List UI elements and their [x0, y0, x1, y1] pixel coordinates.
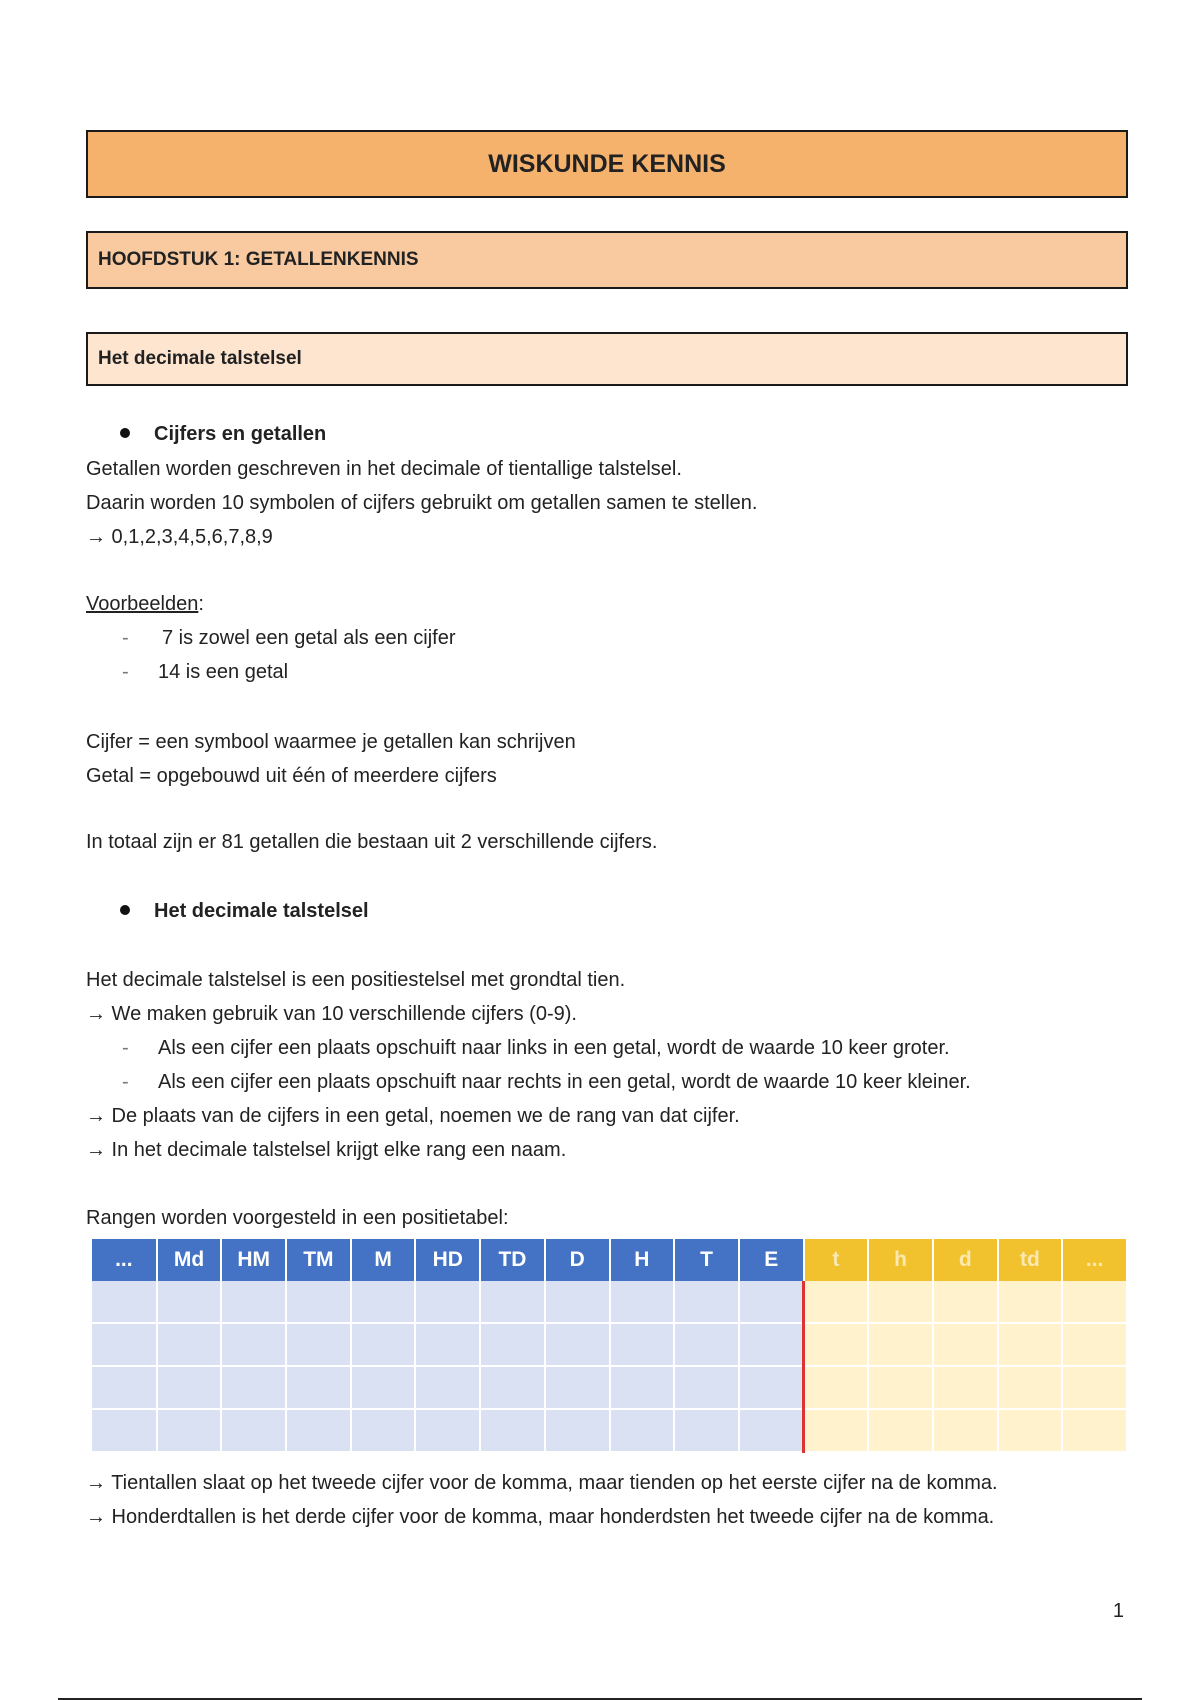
header-cell: H: [610, 1239, 675, 1281]
sub-text: Als een cijfer een plaats opschuift naar links in een getal, wordt de waarde 10 keer groter.: [158, 1037, 950, 1059]
header-cell: HM: [221, 1239, 286, 1281]
table-cell: [998, 1323, 1063, 1366]
table-cell: [221, 1323, 286, 1366]
table-cell: [933, 1323, 998, 1366]
table-cell: [157, 1366, 222, 1409]
paragraph: → De plaats van de cijfers in een getal, noemen we de rang van dat cijfer.: [86, 1105, 740, 1127]
table-cell: [480, 1366, 545, 1409]
table-cell: [92, 1366, 157, 1409]
examples-heading: [86, 591, 204, 617]
table-cell: [415, 1366, 480, 1409]
paragraph: Het decimale talstelsel is een positiestelsel met grondtal tien.: [86, 969, 626, 991]
table-cell: [286, 1409, 351, 1452]
table-cell: [92, 1409, 157, 1452]
paragraph-total: In totaal zijn er 81 getallen die bestaan uit 2 verschillende cijfers.: [86, 831, 658, 853]
table-cell: [92, 1323, 157, 1366]
note: → Tientallen slaat op het tweede cijfer voor de komma, maar tienden op het eerste cijfer na de komma.: [86, 1472, 998, 1494]
dash-marker: -: [122, 1071, 129, 1093]
table-cell: [674, 1366, 739, 1409]
header-cell: TD: [480, 1239, 545, 1281]
table-cell: [415, 1323, 480, 1366]
table-cell: [1062, 1366, 1127, 1409]
table-cell: [545, 1409, 610, 1452]
table-cell: [804, 1409, 869, 1452]
definition-getal: Getal = opgebouwd uit één of meerdere cijfers: [86, 765, 497, 787]
table-cell: [415, 1409, 480, 1452]
table-cell: [868, 1323, 933, 1366]
paragraph: → We maken gebruik van 10 verschillende cijfers (0-9).: [86, 1003, 577, 1025]
table-cell: [157, 1281, 222, 1323]
table-cell: [998, 1281, 1063, 1323]
table-cell: [610, 1323, 675, 1366]
table-cell: [868, 1366, 933, 1409]
table-cell: [545, 1281, 610, 1323]
table-cell: [1062, 1409, 1127, 1452]
table-row: [92, 1281, 1127, 1323]
header-cell: HD: [415, 1239, 480, 1281]
header-cell: t: [804, 1239, 869, 1281]
table-cell: [804, 1366, 869, 1409]
bullet-cijfers-en-getallen: [120, 421, 326, 447]
table-cell: [157, 1409, 222, 1452]
bullet-decimale-talstelsel: [120, 898, 369, 924]
section-heading: Het decimale talstelsel: [86, 332, 1128, 386]
table-cell: [415, 1281, 480, 1323]
header-cell: ...: [92, 1239, 157, 1281]
table-cell: [933, 1281, 998, 1323]
table-cell: [545, 1366, 610, 1409]
table-cell: [674, 1409, 739, 1452]
table-row: [92, 1366, 1127, 1409]
table-cell: [674, 1323, 739, 1366]
sub-item: [122, 1069, 971, 1095]
table-cell: [868, 1409, 933, 1452]
table-cell: [933, 1366, 998, 1409]
table-cell: [933, 1409, 998, 1452]
table-row: [92, 1323, 1127, 1366]
table-cell: [351, 1323, 416, 1366]
table-cell: [351, 1409, 416, 1452]
table-cell: [286, 1366, 351, 1409]
chapter-heading: HOOFDSTUK 1: GETALLENKENNIS: [86, 231, 1128, 289]
example-item: [122, 625, 456, 651]
table-header-row: [92, 1239, 1127, 1281]
table-row: [92, 1409, 1127, 1452]
paragraph: Daarin worden 10 symbolen of cijfers gebruikt om getallen samen te stellen.: [86, 492, 758, 514]
table-cell: [92, 1281, 157, 1323]
example-text: 14 is een getal: [158, 661, 289, 683]
table-cell: [286, 1323, 351, 1366]
table-cell: [480, 1409, 545, 1452]
table-cell: [804, 1281, 869, 1323]
table-cell: [998, 1409, 1063, 1452]
table-cell: [351, 1366, 416, 1409]
header-cell: E: [739, 1239, 804, 1281]
dash-marker: -: [122, 661, 129, 683]
header-cell: T: [674, 1239, 739, 1281]
example-text: 7 is zowel een getal als een cijfer: [162, 627, 456, 649]
dash-marker: -: [122, 1037, 129, 1059]
definition-cijfer: Cijfer = een symbool waarmee je getallen kan schrijven: [86, 731, 576, 753]
table-cell: [480, 1323, 545, 1366]
header-cell: M: [351, 1239, 416, 1281]
table-cell: [351, 1281, 416, 1323]
table-cell: [739, 1281, 804, 1323]
header-cell: d: [933, 1239, 998, 1281]
table-cell: [739, 1323, 804, 1366]
table-cell: [1062, 1281, 1127, 1323]
bullet-label: Cijfers en getallen: [154, 423, 327, 445]
table-cell: [610, 1409, 675, 1452]
bullet-label: Het decimale talstelsel: [154, 900, 369, 922]
sub-item: [122, 1035, 950, 1061]
table-cell: [221, 1409, 286, 1452]
table-cell: [868, 1281, 933, 1323]
table-cell: [1062, 1323, 1127, 1366]
page-number: 1: [1112, 1600, 1124, 1622]
table-intro: Rangen worden voorgesteld in een positietabel:: [86, 1207, 509, 1229]
header-cell: Md: [157, 1239, 222, 1281]
table-cell: [739, 1366, 804, 1409]
paragraph: → In het decimale talstelsel krijgt elke rang een naam.: [86, 1139, 567, 1161]
document-title: WISKUNDE KENNIS: [86, 130, 1128, 198]
header-cell: ...: [1062, 1239, 1127, 1281]
note: → Honderdtallen is het derde cijfer voor de komma, maar honderdsten het tweede cijfer na de komma.: [86, 1506, 995, 1528]
table-cell: [610, 1281, 675, 1323]
example-item: [122, 659, 288, 685]
examples-label: Voorbeelden: [86, 593, 199, 615]
sub-text: Als een cijfer een plaats opschuift naar rechts in een getal, wordt de waarde 10 keer kleiner.: [158, 1071, 971, 1093]
dash-marker: -: [122, 627, 129, 649]
examples-colon: :: [198, 593, 204, 615]
bullet-icon: [120, 428, 130, 438]
position-table: [92, 1239, 1128, 1453]
header-cell: TM: [286, 1239, 351, 1281]
table-cell: [545, 1323, 610, 1366]
table-cell: [221, 1366, 286, 1409]
table-cell: [480, 1281, 545, 1323]
header-cell: td: [998, 1239, 1063, 1281]
header-cell: D: [545, 1239, 610, 1281]
table-cell: [221, 1281, 286, 1323]
table-cell: [610, 1366, 675, 1409]
bullet-icon: [120, 905, 130, 915]
table-cell: [286, 1281, 351, 1323]
table-cell: [804, 1323, 869, 1366]
table-cell: [998, 1366, 1063, 1409]
table-cell: [157, 1323, 222, 1366]
table-cell: [739, 1409, 804, 1452]
header-cell: h: [868, 1239, 933, 1281]
paragraph: Getallen worden geschreven in het decimale of tientallige talstelsel.: [86, 458, 682, 480]
table-cell: [674, 1281, 739, 1323]
digits-list: → 0,1,2,3,4,5,6,7,8,9: [86, 526, 273, 548]
